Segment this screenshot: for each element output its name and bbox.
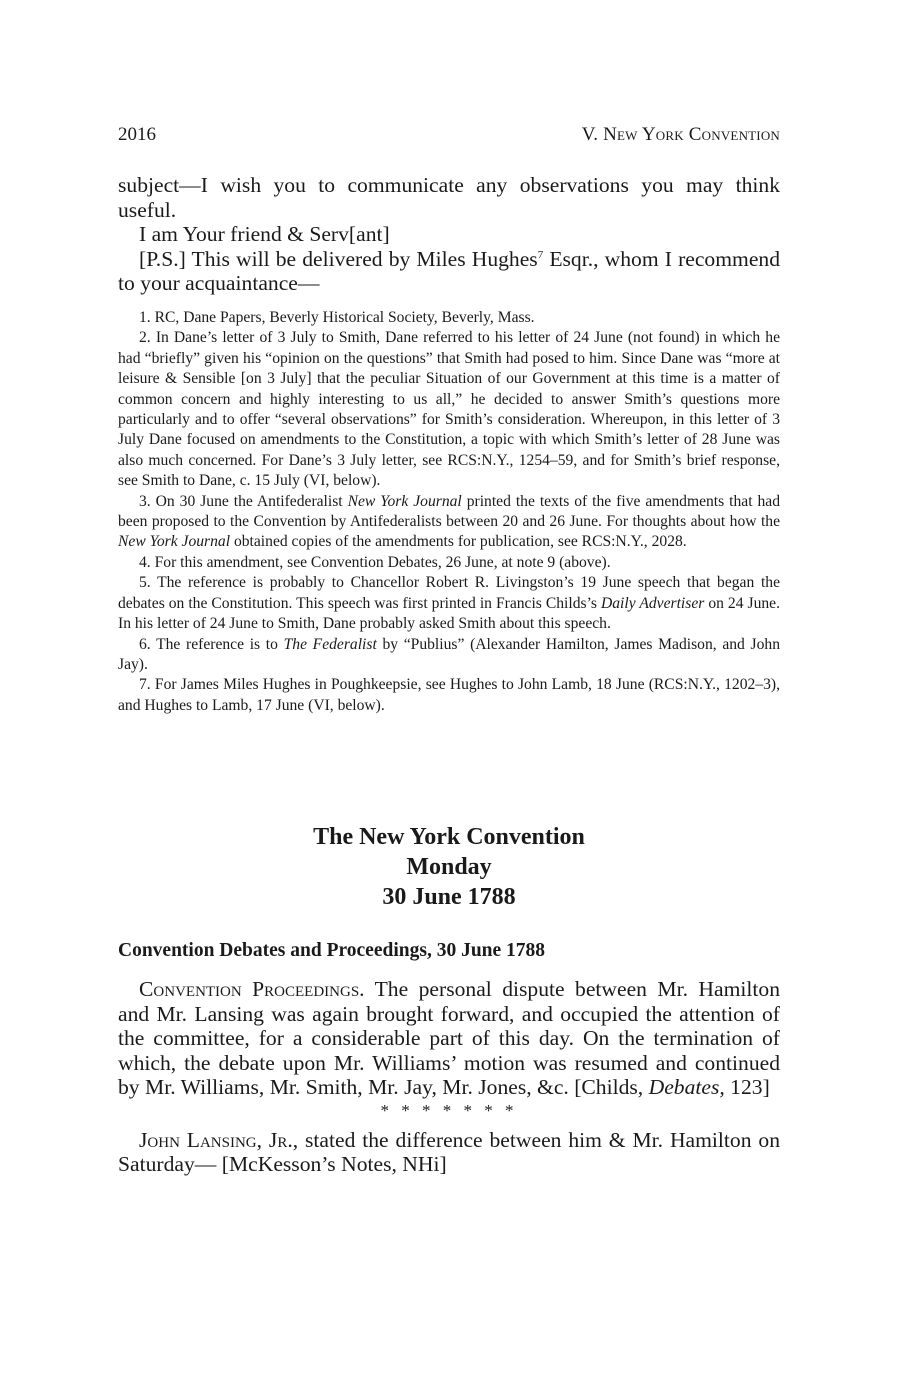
- footnote-2: 2. In Dane’s letter of 3 July to Smith, Dane referred to his letter of 24 June (not found) in which he had “briefly” given his “opinion on the questions” that Smith had posed to him. Since Dane was “more at leisure & Sensible [on 3 July] that the peculiar Situation of our Government at this time is a matter of common concern and highly interesting to us all,” he decided to answer Smith’s questions more particularly and to offer “several observations” for Smith’s consideration. Whereupon, in this letter of 3 July Dane focused on amendments to the Constitution, a topic with which Smith’s letter of 28 June was also much concerned. For Dane’s 3 July letter, see RCS:N.Y., 1254–59, and for Smith’s brief response, see Smith to Dane, c. 15 July (VI, below).: [118, 329, 780, 490]
- footnote-3: [118, 492, 780, 553]
- footnote-3-title: New York Journal: [347, 492, 462, 510]
- footnote-ref-7: 7: [537, 248, 544, 261]
- letter-postscript: [118, 247, 780, 296]
- heading-line-convention: The New York Convention: [313, 824, 585, 850]
- footnote-5-text: 5. The reference is probably to Chancellor Robert R. Livingston’s 19 June speech that began the debates on the Constitution. This speech was first printed in Francis Childs’s: [118, 574, 780, 612]
- speaker-text: , stated the difference between him & Mr. Hamilton on Saturday— [McKesson’s Notes, NHi]: [118, 1127, 781, 1176]
- proceedings-source-title: Debates,: [648, 1075, 725, 1099]
- proceedings-section: [118, 977, 780, 1177]
- footnote-4: 4. For this amendment, see Convention Debates, 26 June, at note 9 (above).: [139, 553, 611, 571]
- footnote-5: [118, 573, 780, 634]
- footnote-1: 1. RC, Dane Papers, Beverly Historical Society, Beverly, Mass.: [139, 309, 535, 326]
- letter-signoff: I am Your friend & Serv[ant]: [139, 222, 390, 246]
- footnote-5-title: Daily Advertiser: [601, 594, 705, 612]
- heading-line-date: 30 June 1788: [382, 884, 516, 910]
- footnote-6-text-2: by “Publius” (Alexander Hamilton, James Madison, and John Jay).: [118, 635, 780, 673]
- proceedings-text-end: 123]: [724, 1075, 770, 1099]
- footnote-7: 7. For James Miles Hughes in Poughkeepsie, see Hughes to John Lamb, 18 June (RCS:N.Y., 1202–3), and Hughes to Lamb, 17 June (VI, below).: [118, 676, 780, 714]
- section-title: Convention Debates and Proceedings, 30 June 1788: [118, 940, 546, 961]
- footnote-3-text-2: printed the texts of the five amendments that had been proposed to the Convention by Antifederalists between 20 and 26 June. For thoughts about how the: [118, 492, 780, 531]
- postscript-text-continued: Esqr., whom I recommend to your acquaintance—: [118, 246, 780, 295]
- letter-closing-paragraph: subject—I wish you to communicate any observations you may think useful.: [118, 173, 780, 222]
- footnotes: [118, 308, 780, 716]
- proceedings-label: Convention Proceedings.: [139, 977, 365, 1001]
- heading-line-weekday: Monday: [406, 854, 492, 880]
- letter-ending: [118, 173, 780, 296]
- footnote-3-title-2: New York Journal: [118, 533, 231, 551]
- footnote-6: [118, 635, 780, 676]
- footnote-5-text-2: on 24 June. In his letter of 24 June to Smith, Dane probably asked Smith about this speech.: [118, 594, 780, 633]
- footnote-3-text-3: obtained copies of the amendments for publication, see RCS:N.Y., 2028.: [230, 533, 687, 551]
- section-separator: * * * * * * *: [380, 1100, 518, 1120]
- proceedings-text: The personal dispute between Mr. Hamilton and Mr. Lansing was again brought forward, and occupied the attention of the committee, for a considerable part of this day. On the termination of which, the debate upon Mr. Williams’ motion was resumed and continued by Mr. Williams, Mr. Smith, Mr. Jay, Mr. Jones, &c. [Childs,: [118, 977, 780, 1099]
- footnote-3-text: 3. On 30 June the Antifederalist: [139, 492, 348, 510]
- proceedings-paragraph: [118, 977, 780, 1100]
- speaker-name: John Lansing, Jr.: [139, 1127, 293, 1152]
- footnote-6-title: The Federalist: [283, 635, 377, 653]
- postscript-text: [P.S.] This will be delivered by Miles Hughes: [139, 246, 538, 271]
- running-head: [118, 124, 780, 150]
- page-number: 2016: [118, 124, 156, 145]
- running-title: V. New York Convention: [581, 124, 780, 145]
- day-heading: [118, 822, 780, 912]
- lansing-paragraph: [118, 1128, 780, 1177]
- footnote-6-text: 6. The reference is to: [139, 635, 284, 653]
